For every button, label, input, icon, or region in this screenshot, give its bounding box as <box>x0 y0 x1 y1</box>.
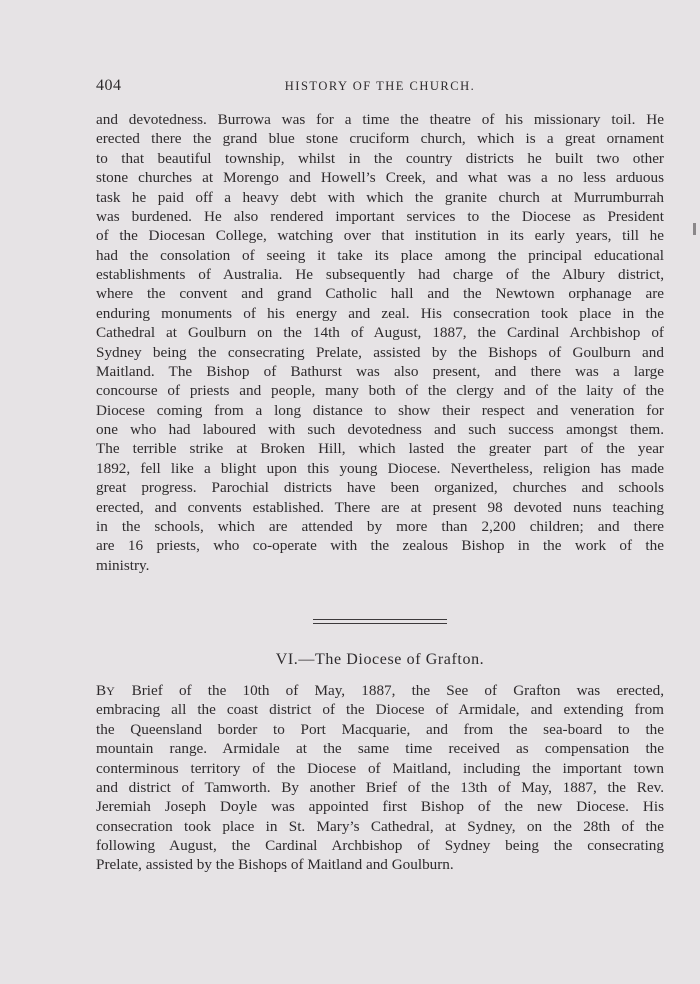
page-edge-mark <box>693 223 696 235</box>
text-line: following August, the Cardinal Archbishop of Sydney being the consecrating <box>96 837 664 854</box>
text-line: had the consolation of seeing it take its place among the principal educational <box>96 246 664 264</box>
text-line: great progress. Parochial districts have been organized, churches and schools <box>96 479 664 497</box>
header-title: HISTORY OF THE CHURCH. <box>284 79 476 93</box>
text-line: task he paid off a heavy debt with which the granite church at Murrumburrah <box>96 188 664 206</box>
page-number: 404 <box>96 77 122 94</box>
section-heading: VI.—The Diocese of Grafton. <box>275 651 485 668</box>
text-line: where the convent and grand Catholic hall and the Newtown orphanage are <box>96 285 664 303</box>
initial-letter: B <box>96 682 107 699</box>
first-line-text: Brief of the 10th of May, 1887, the See of Grafton was erected, <box>115 682 664 699</box>
text-line: 1892, fell like a blight upon this young Diocese. Nevertheless, religion has made <box>96 459 664 477</box>
text-line: one who had laboured with such devotedness and such success amongst them. <box>96 421 664 438</box>
text-line: erected, and convents established. There are at present 98 devoted nuns teaching <box>96 498 664 516</box>
section-divider-rule <box>313 619 447 620</box>
text-line: was burdened. He also rendered important services to the Diocese as President <box>96 207 664 225</box>
text-line: and district of Tamworth. By another Brief of the 13th of May, 1887, the Rev. <box>96 778 664 796</box>
text-line: the Queensland border to Port Macquarie, and from the sea-board to the <box>96 720 664 738</box>
text-line: concourse of priests and people, many both of the clergy and of the laity of the <box>96 382 664 400</box>
text-line: are 16 priests, who co-operate with the zealous Bishop in the work of the <box>96 537 664 555</box>
text-line: Maitland. The Bishop of Bathurst was also present, and there was a large <box>96 362 664 380</box>
text-line: Jeremiah Joseph Doyle was appointed first Bishop of the new Diocese. His <box>96 798 664 816</box>
text-line: erected there the grand blue stone cruciform church, which is a great ornament <box>96 130 664 148</box>
text-line: and devotedness. Burrowa was for a time the theatre of his missionary toil. He <box>96 111 664 128</box>
text-line: Diocese coming from a long distance to show their respect and veneration for <box>96 401 664 419</box>
paragraph-1 <box>96 110 664 575</box>
small-caps: Y <box>106 684 116 698</box>
text-line: of the Diocesan College, watching over that institution in its early years, till he <box>96 227 664 245</box>
text-line: Cathedral at Goulburn on the 14th of August, 1887, the Cardinal Archbishop of <box>96 324 664 342</box>
text-line: mountain range. Armidale at the same time received as compensation the <box>96 740 664 758</box>
first-line <box>96 681 664 700</box>
text-line: The terrible strike at Broken Hill, which lasted the greater part of the year <box>96 440 664 458</box>
running-head <box>96 77 664 95</box>
text-line: to that beautiful township, whilst in the country districts he built two other <box>96 149 664 167</box>
section-divider-rule <box>313 623 447 624</box>
text-line: in the schools, which are attended by more than 2,200 children; and there <box>96 517 664 535</box>
text-line: enduring monuments of his energy and zeal. His consecration took place in the <box>96 304 664 322</box>
text-line: embracing all the coast district of the Diocese of Armidale, and extending from <box>96 701 664 719</box>
text-line: establishments of Australia. He subsequently had charge of the Albury district, <box>96 266 664 283</box>
text-line: stone churches at Morengo and Howell’s Creek, and what was a no less arduous <box>96 169 664 187</box>
text-line: Sydney being the consecrating Prelate, assisted by the Bishops of Goulburn and <box>96 343 664 361</box>
text-line: ministry. <box>96 556 150 574</box>
text-line: conterminous territory of the Diocese of Maitland, including the important town <box>96 759 664 777</box>
text-line: consecration took place in St. Mary’s Cathedral, at Sydney, on the 28th of the <box>96 817 664 835</box>
text-line: Prelate, assisted by the Bishops of Maitland and Goulburn. <box>96 856 454 874</box>
paragraph-2 <box>96 681 664 875</box>
